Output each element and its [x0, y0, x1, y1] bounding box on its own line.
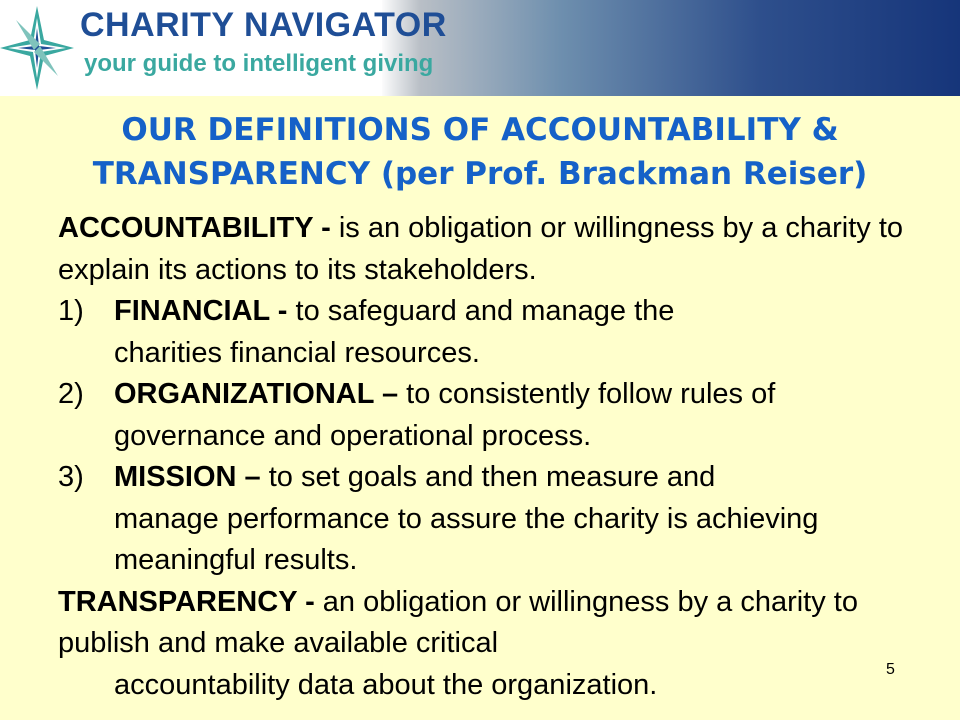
list-text: to consistently follow rules of — [398, 378, 776, 410]
transparency-term: TRANSPARENCY - — [58, 585, 315, 618]
list-term: MISSION – — [114, 461, 261, 493]
list-continuation: governance and operational process. — [114, 419, 592, 452]
list-number: 3) — [58, 461, 84, 493]
list-item — [58, 457, 908, 582]
compass-star-icon — [0, 0, 74, 96]
logo — [0, 0, 447, 96]
list-text: to safeguard and manage the — [287, 295, 675, 327]
brand-name: CHARITY NAVIGATOR — [80, 6, 447, 44]
header-banner — [0, 0, 960, 96]
list-text: to set goals and then measure and — [260, 461, 716, 493]
slide-title: OUR DEFINITIONS OF ACCOUNTABILITY & TRANSPARENCY (per Prof. Brackman Reiser) — [92, 112, 868, 192]
transparency-text: an obligation or willingness by a charity to publish and make available critical — [58, 585, 858, 659]
list-term: ORGANIZATIONAL – — [114, 378, 399, 410]
accountability-term: ACCOUNTABILITY - — [58, 212, 331, 244]
list-item — [58, 291, 908, 374]
list-number: 1) — [58, 295, 84, 327]
accountability-text: is an obligation or willingness by a charity to explain its actions to its stakeholders. — [58, 212, 904, 286]
list-continuation: charities financial resources. — [114, 336, 480, 369]
list-item — [58, 374, 908, 457]
slide-body — [58, 208, 908, 706]
transparency-continuation: accountability data about the organization. — [114, 668, 658, 701]
list-number: 2) — [58, 378, 84, 410]
page-number: 5 — [886, 661, 895, 678]
brand-tagline: your guide to intelligent giving — [84, 50, 434, 77]
transparency-definition — [58, 582, 908, 707]
list-term: FINANCIAL - — [114, 295, 288, 327]
accountability-definition — [58, 208, 908, 291]
list-continuation: manage performance to assure the charity is achieving meaningful results. — [114, 502, 819, 576]
